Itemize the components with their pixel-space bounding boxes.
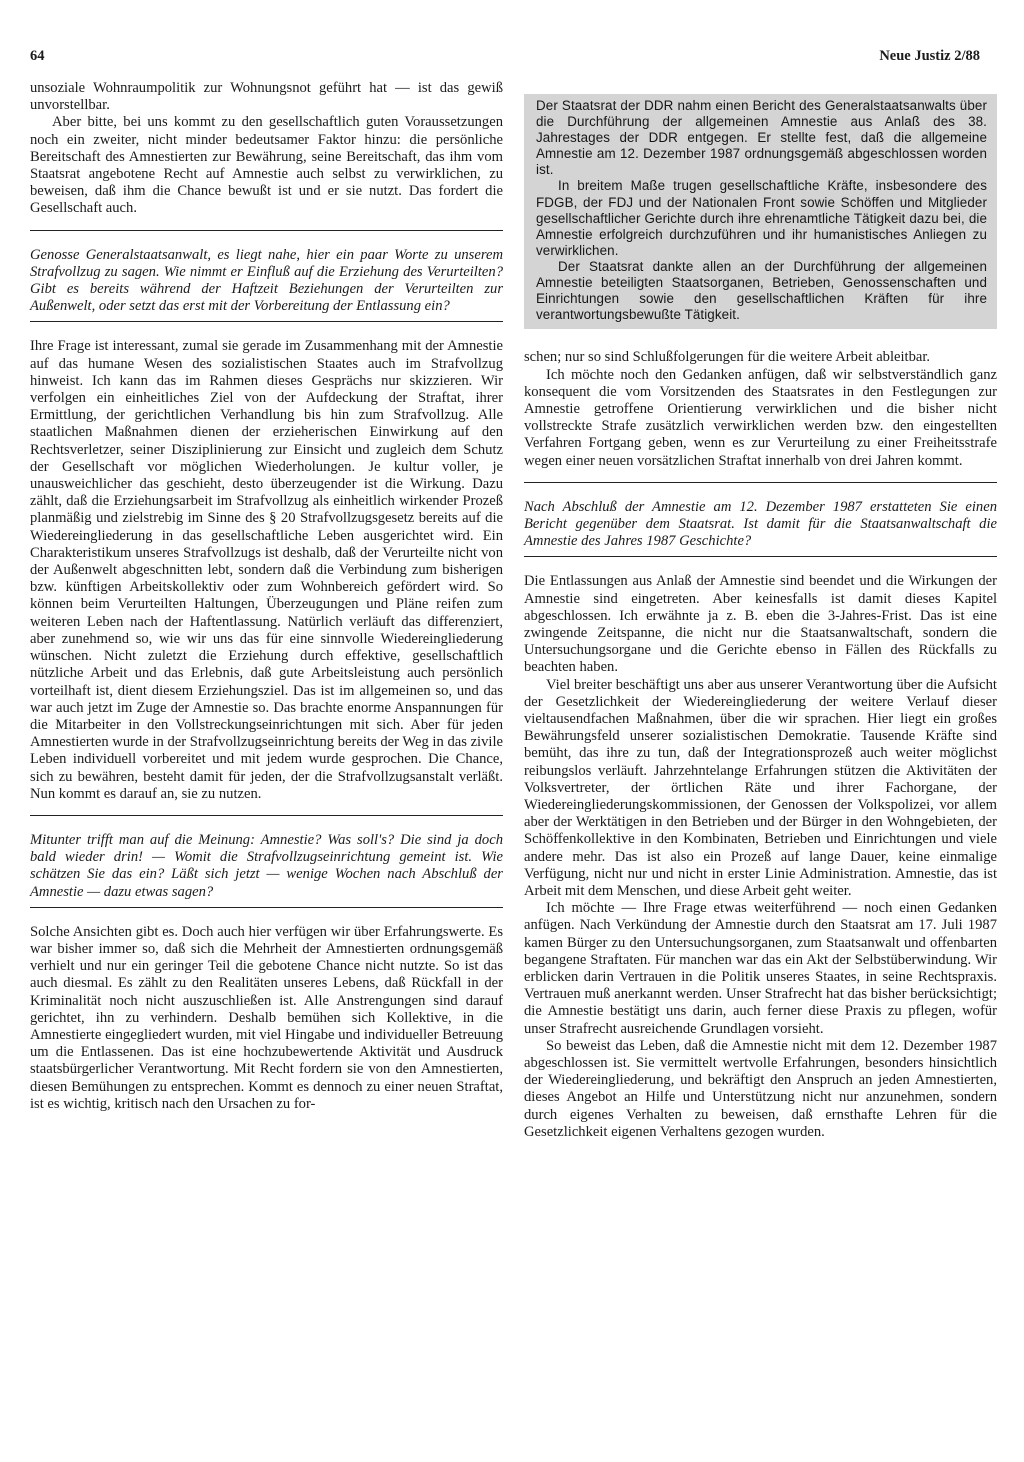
paragraph: So beweist das Leben, daß die Amnestie nicht mit dem 12. Dezember 1987 abgeschlossen ist. Sie vermittelt wertvolle Erfahrungen, besonders hinsichtlich der Wiedereingliederung, und bekräftigt den Anspruch an jeden Amnestierten, dieses Angebot an Hilfe und Unterstützung nicht nur anzunehmen, sondern durch eigenes Verhalten zu beweisen, daß ernsthafte Lehren für die Gesetzlichkeit eigenen Verhaltens gezogen wurden. [524, 1037, 997, 1140]
interview-answer: Solche Ansichten gibt es. Doch auch hier verfügen wir über Erfahrungswerte. Es war bisher immer so, daß sich die Mehrheit der Amnestierten ordnungsgemäß verhielt und nur ein geringer Teil die gebotene Chance nicht nutzte. So ist das auch diesmal. Es zählt zu den Realitäten unseres Lebens, daß Rückfall in der Kriminalität noch nicht auszuschließen ist. Alle Anstrengungen sind darauf gerichtet, ihn zu verhindern. Deshalb bemühen sich Kollektive, in die Amnestierte eingegliedert wurden, mit viel Hingabe und individueller Betreuung um die Entlassenen. Das ist eine hochzubewertende Aktivität und Ausdruck staatsbürgerlicher Verantwortung. Mit Recht fordern sie von den Amnestierten, diesen Bemühungen zu entsprechen. Kommt es dennoch zu einer neuen Straftat, ist es wichtig, kritisch nach den Ursachen zu for- [30, 923, 503, 1112]
staatsrat-notice-box [524, 94, 997, 329]
page-number: 64 [30, 48, 45, 64]
notice-paragraph: Der Staatsrat dankte allen an der Durchführung der allgemeinen Amnestie beteiligten Staatsorganen, Betrieben, Genossenschaften und Einrichtungen sowie den gesellschaftlichen Kräften für ihre verantwortungsbewußte Tätigkeit. [536, 258, 987, 323]
right-column [524, 94, 997, 1141]
paragraph: Ich möchte noch den Gedanken anfügen, daß wir selbstverständlich ganz konsequent die vom Vorsitzenden des Staatsrates in den Festlegungen zur Amnestie getroffene Orientierung verwirklichen und die bisher nicht vollstreckte Strafe zusätzlich verwirklichen werden bzw. den eingestellten Verfahren Fortgang geben, wenn es zur Verurteilung zu einer Freiheitsstrafe wegen einer neuen vorsätzlichen Straftat innerhalb von drei Jahren kommt. [524, 366, 997, 469]
interview-question: Mitunter trifft man auf die Meinung: Amnestie? Was soll's? Die sind ja doch bald wieder drin! — Womit die Strafvollzugseinrichtung gemeint ist. Wie schätzen Sie das ein? Läßt sich jetzt — wenige Wochen nach Abschluß der Amnestie — dazu etwas sagen? [30, 831, 503, 900]
notice-paragraph: Der Staatsrat der DDR nahm einen Bericht des Generalstaatsanwalts über die Durchführung der allgemeinen Amnestie aus Anlaß des 38. Jahrestages der DDR entgegen. Er stellte fest, daß die allgemeine Amnestie am 12. Dezember 1987 ordnungsgemäß abgeschlossen worden ist. [536, 98, 987, 178]
paragraph: unsoziale Wohnraumpolitik zur Wohnungsnot geführt hat — ist das gewiß unvorstellbar. [30, 80, 503, 114]
left-column [30, 80, 503, 1113]
interview-question: Nach Abschluß der Amnestie am 12. Dezember 1987 erstatteten Sie einen Bericht gegenüber dem Staatsrat. Ist damit für die Staatsanwaltschaft die Amnestie des Jahres 1987 Geschichte? [524, 498, 997, 550]
journal-issue: Neue Justiz 2/88 [879, 48, 980, 64]
paragraph: Ich möchte — Ihre Frage etwas weiterführend — noch einen Gedanken anfügen. Nach Verkündung der Amnestie durch den Staatsrat am 17. Juli 1987 kamen Bürger zu den Untersuchungsorganen, zum Staatsanwalt und offenbarten begangene Straftaten. Für manchen war das ein Akt der Selbstüberwindung. Wir erblicken darin Vertrauen in die Politik unseres Staates, in seine Rechtspraxis. Vertrauen muß anerkannt werden. Unser Strafrecht hat das bisher berücksichtigt; die Amnestie bestätigt uns darin, auch ferner diese Praxis zu pflegen, wofür unser Strafrecht ausreichende Grundlagen vorsieht. [524, 900, 997, 1037]
interview-answer: Ihre Frage ist interessant, zumal sie gerade im Zusammenhang mit der Amnestie auf das humane Wesen des sozialistischen Staates auch im Strafvollzug hinweist. Ich kann das im Rahmen dieses Gesprächs nur skizzieren. Wir verfolgen ein einheitliches Ziel von der Aufdeckung der Straftat, ihrer Ermittlung, der gerichtlichen Verhandlung bis hin zum Strafvollzug. Alle staatlichen Maßnahmen dienen der erzieherischen Einwirkung auf den Rechtsverletzer, seiner Disziplinierung zur Einsicht und zugleich dem Schutz der Gesellschaft vor möglichen Wiederholungen. Je kultur voller, je unausweichlicher das geschieht, desto überzeugender ist die Wirkung. Dazu zählt, daß die Erziehungsarbeit im Strafvollzug als einheitlich wirkender Prozeß planmäßig und zielstrebig im Sinne des § 20 Strafvollzugsgesetz bereits auf die Wiedereingliederung in das gesellschaftliche Leben ausgerichtet wird. Ein Charakteristikum unseres Strafvollzugs ist deshalb, daß der Verurteilte nicht von der Außenwelt abgeschnitten lebt, sondern daß die Verbindung zum bisherigen bzw. künftigen Arbeitskollektiv oder zum Wohnbereich gefördert wird. So können beim Verurteilten Haltungen, Überzeugungen und Pläne reifen zum weiteren Leben nach der Haftentlassung. Natürlich verläuft das differenziert, aber zunehmend so, wie wir uns das für eine sinnvolle Wiedereingliederung wünschen. Nicht zuletzt die Erziehung durch effektive, gesellschaftlich nützliche Arbeit und das Erlebnis, daß gute Arbeitsleistung auch persönlich vorteilhaft ist, dient diesem Erziehungsziel. Das ist im allgemeinen so, und das war auch jetzt im Zuge der Amnestie so. Das brachte enorme Anspannungen für die Mitarbeiter in den Vollstreckungseinrichtungen mit sich. Aber für jeden Amnestierten wurde in der Strafvollzugseinrichtung bereits der Weg in das zivile Leben individuell vorbereitet und mit jedem wurde gesprochen. Die Chance, sich zu bewähren, besteht damit für jeden, der die Strafvollzugsanstalt verläßt. Nun kommt es darauf an, sie zu nutzen. [30, 338, 503, 802]
page-header [30, 48, 980, 70]
interview-question: Genosse Generalstaatsanwalt, es liegt nahe, hier ein paar Worte zu unserem Strafvollzug zu sagen. Wie nimmt er Einfluß auf die Erziehung des Verurteilten? Gibt es bereits während der Haftzeit Beziehungen der Verurteilten zur Außenwelt, oder setzt das erst mit der Vorbereitung der Entlassung ein? [30, 246, 503, 315]
interview-answer: Die Entlassungen aus Anlaß der Amnestie sind beendet und die Wirkungen der Amnestie sind eingetreten. Aber keinesfalls ist damit dieses Kapitel abgeschlossen. Ich erwähnte ja z. B. eben die 3-Jahres-Frist. Das ist eine zwingende Zeitspanne, die nicht nur die Staatsanwaltschaft, sondern die Untersuchungsorgane und die Gerichte ebenso in Fällen des Rückfalls zu beachten haben. [524, 573, 997, 676]
paragraph: Viel breiter beschäftigt uns aber aus unserer Verantwortung über die Aufsicht der Gesetzlichkeit der Wiedereingliederung der weitere Verlauf dieser vieltausendfachen Maßnahmen, über die wir sprachen. Hier liegt ein großes Bewährungsfeld unserer sozialistischen Demokratie. Tausende Kräfte sind bemüht, das ihre zu tun, daß der Integrationsprozeß auch weiter möglichst reibungslos verläuft. Jahrzehntelange Erfahrungen stützen die Aktivitäten der Volksvertreter, der örtlichen Räte und ihrer Fachorgane, der Wiedereingliederungskommissionen, der Genossen der Volkspolizei, vor allem aber der Werktätigen in den Betrieben und der Bürger in den Wohngebieten, der Schöffenkollektive in den Kombinaten, Betrieben und Einrichtungen und viele andere mehr. Das ist also ein Prozeß auf lange Dauer, keine einmalige Verfügung, nicht nur und nicht in erster Linie Administration. Amnestie, das ist Arbeit mit dem Menschen, und diese Arbeit geht weiter. [524, 676, 997, 899]
paragraph: schen; nur so sind Schlußfolgerungen für die weitere Arbeit ableitbar. [524, 349, 931, 366]
paragraph: Aber bitte, bei uns kommt zu den gesellschaftlich guten Voraussetzungen noch ein zweiter, nicht minder bedeutsamer Faktor hinzu: die persönliche Bereitschaft des Amnestierten zur Bewährung, seine Bereitschaft, das ihm vom Staatsrat angebotene Recht auf Amnestie auch selbst zu verwirklichen, zu beweisen, daß ihm die Chance bewußt ist und er sie nutzt. Das fordert die Gesellschaft auch. [30, 114, 503, 217]
notice-paragraph: In breitem Maße trugen gesellschaftliche Kräfte, insbesondere des FDGB, der FDJ und der Nationalen Front sowie Schöffen und Mitglieder gesellschaftlicher Gerichte durch ihre ehrenamtliche Tätigkeit dazu bei, die Amnestie erfolgreich durchzuführen und ihr humanistisches Anliegen zu verwirklichen. [536, 178, 987, 258]
